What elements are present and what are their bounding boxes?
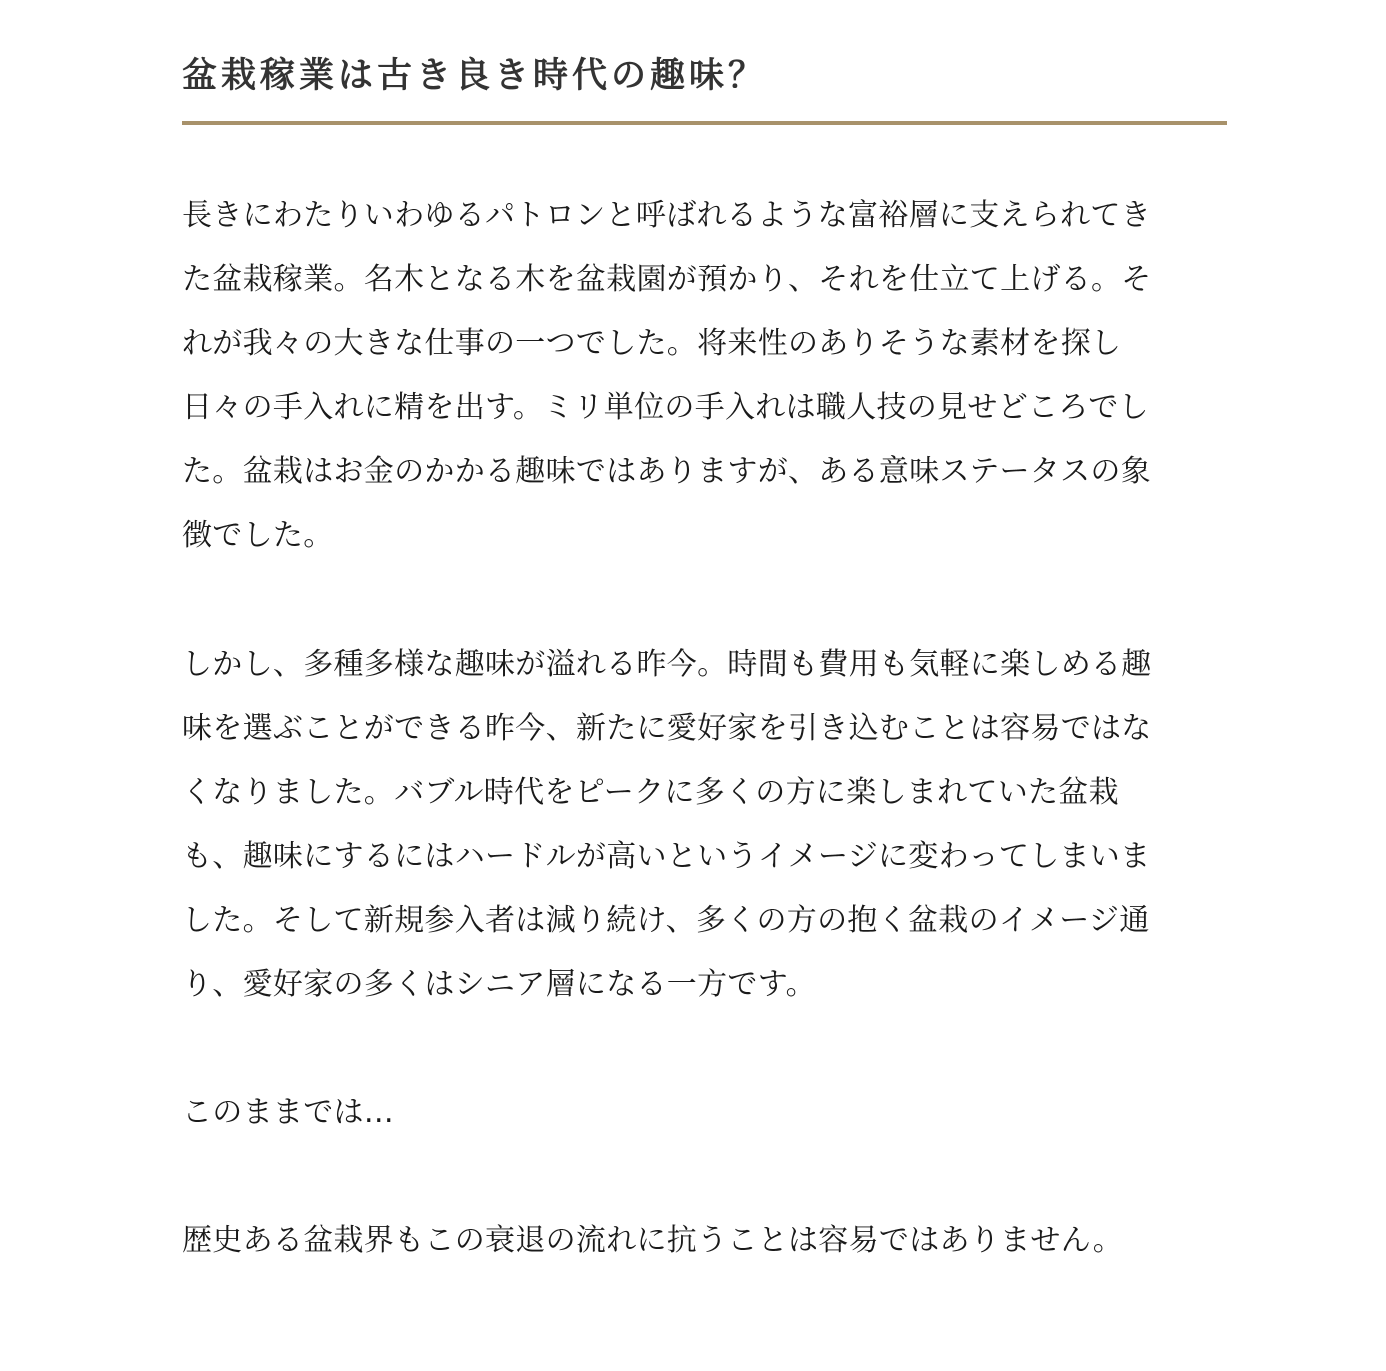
paragraph-line: くなりました。バブル時代をピークに多くの方に楽しまれていた盆栽 (182, 775, 1119, 810)
paragraph-as-is (182, 1081, 1212, 1145)
article (182, 0, 1227, 1258)
paragraph-line: 長きにわたりいわゆるパトロンと呼ばれるような富裕層に支えられてき (182, 198, 1151, 233)
paragraph-line: り、愛好家の多くはシニア層になる一方です。 (182, 967, 816, 1002)
paragraph-line: した。そして新規参入者は減り続け、多くの方の抱く盆栽のイメージ通 (182, 903, 1150, 938)
paragraph-line: 歴史ある盆栽界もこの衰退の流れに抗うことは容易ではありません。 (182, 1223, 1124, 1258)
paragraph-line: た。盆栽はお金のかかる趣味ではありますが、ある意味ステータスの象 (182, 454, 1151, 489)
paragraph-line: れが我々の大きな仕事の一つでした。将来性のありそうな素材を探し (182, 326, 1122, 361)
heading-underline (182, 121, 1227, 125)
paragraph-line: しかし、多種多様な趣味が溢れる昨今。時間も費用も気軽に楽しめる趣 (182, 647, 1152, 682)
paragraph-line: 日々の手入れに精を出す。ミリ単位の手入れは職人技の見せどころでし (182, 390, 1149, 425)
paragraph-line: 徴でした。 (182, 518, 334, 553)
paragraph-line: も、趣味にするにはハードルが高いというイメージに変わってしまいま (182, 839, 1151, 874)
paragraph-line: 味を選ぶことができる昨今、新たに愛好家を引き込むことは容易ではな (182, 711, 1152, 746)
section-heading: 盆栽稼業は古き良き時代の趣味？ (182, 55, 768, 96)
paragraph-conclusion (182, 1209, 1212, 1273)
paragraph-patrons (182, 184, 1212, 568)
paragraph-line: た盆栽稼業。名木となる木を盆栽園が預かり、それを仕立て上げる。そ (182, 262, 1152, 297)
paragraph-decline (182, 633, 1212, 1017)
paragraph-line: このままでは… (182, 1095, 395, 1130)
